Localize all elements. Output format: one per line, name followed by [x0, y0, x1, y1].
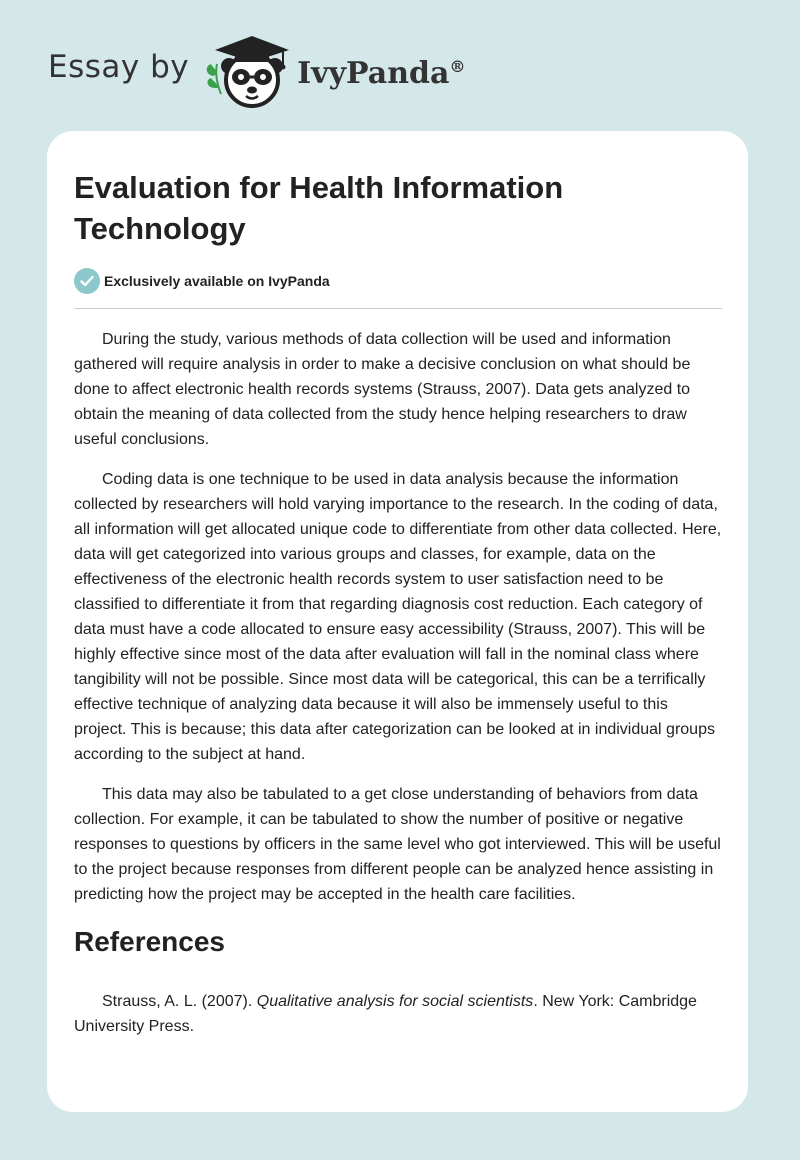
check-icon	[74, 268, 100, 294]
brand-prefix: Essay by	[48, 49, 190, 85]
brand-name: IvyPanda®	[297, 55, 466, 91]
essay-card	[47, 131, 748, 1112]
divider	[74, 308, 722, 309]
reference-entry: Strauss, A. L. (2007). Qualitative analysis for social scientists. New York: Cambridge University Press.	[74, 993, 697, 1035]
trademark-symbol: ®	[449, 56, 466, 76]
brand-header	[48, 30, 465, 110]
paragraph: This data may also be tabulated to a get close understanding of behaviors from data collection. For example, it can be tabulated to show the number of positive or negative responses to questions by officers in the same level who got interviewed. This will be useful to the project because responses from different people can be analyzed hence assisting in predicting how the project may be accepted in the health care facilities.	[74, 786, 721, 903]
paragraph: Coding data is one technique to be used in data analysis because the information collected by researchers will hold varying importance to the research. In the coding of data, all information will get allocated unique code to differentiate from other data collected. Here, data will get categorized into various groups and classes, for example, data on the effectiveness of the electronic health records system to user satisfaction need to be classified to differentiate it from that regarding diagnosis cost reduction. Each category of data must have a code allocated to ensure easy accessibility (Strauss, 2007). This will be highly effective since most of the data after evaluation will fall in the nominal class where tangibility will not be possible. Since most data will be categorical, this can be a terrifically effective technique of analyzing data because it will also be immensely useful to this project. This is because; this data after categorization can be looked at in individual groups according to the subject at hand.	[74, 471, 722, 763]
exclusive-badge	[74, 267, 722, 295]
page-title: Evaluation for Health Information Technology	[74, 170, 564, 246]
reference-title: Qualitative analysis for social scientists	[256, 993, 534, 1010]
references-heading: References	[74, 926, 225, 957]
panda-graduate-icon[interactable]	[203, 30, 295, 110]
paragraph: During the study, various methods of data collection will be used and information gathered will require analysis in order to make a decisive conclusion on what should be done to affect electronic health records systems (Strauss, 2007). Data gets analyzed to obtain the meaning of data collected from the study hence helping researchers to draw useful conclusions.	[74, 331, 691, 448]
exclusive-badge-text: Exclusively available on IvyPanda	[104, 273, 330, 289]
